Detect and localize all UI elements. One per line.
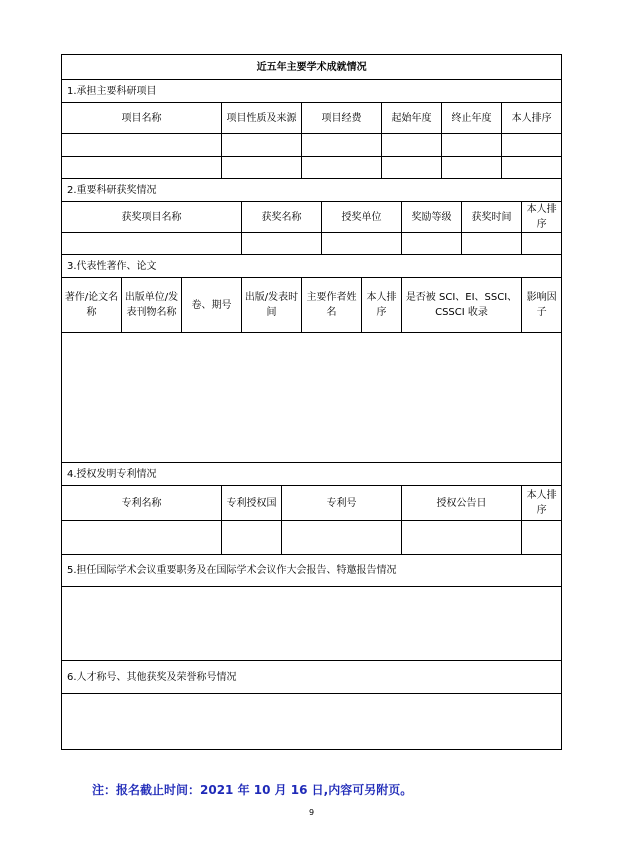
col-award-name: 获奖名称 — [242, 202, 322, 233]
col-patent-number: 专利号 — [282, 486, 402, 521]
input-cell[interactable] — [442, 157, 502, 179]
input-area[interactable] — [62, 587, 562, 661]
col-index-status: 是否被 SCI、EI、SSCI、CSSCI 收录 — [402, 278, 522, 333]
input-cell[interactable] — [522, 521, 562, 555]
col-start-year: 起始年度 — [382, 103, 442, 134]
col-self-rank: 本人排序 — [522, 202, 562, 233]
col-self-rank: 本人排序 — [362, 278, 402, 333]
table-row — [62, 157, 562, 179]
col-pub-time: 出版/发表时间 — [242, 278, 302, 333]
col-award-org: 授奖单位 — [322, 202, 402, 233]
input-cell[interactable] — [222, 157, 302, 179]
input-area[interactable] — [62, 694, 562, 750]
input-cell[interactable] — [322, 233, 402, 255]
section-6-heading: 6.人才称号、其他获奖及荣誉称号情况 — [62, 661, 562, 694]
input-cell[interactable] — [402, 233, 462, 255]
col-end-year: 终止年度 — [442, 103, 502, 134]
section-3-header-row — [62, 278, 562, 333]
input-cell[interactable] — [222, 134, 302, 157]
section-2-heading: 2.重要科研获奖情况 — [62, 179, 562, 202]
input-cell[interactable] — [522, 233, 562, 255]
section-3-heading: 3.代表性著作、论文 — [62, 255, 562, 278]
col-award-time: 获奖时间 — [462, 202, 522, 233]
form-title: 近五年主要学术成就情况 — [62, 55, 562, 80]
form-sheet — [61, 54, 561, 750]
section-3-entry-area — [62, 333, 562, 463]
page-number: 9 — [308, 808, 315, 817]
col-award-level: 奖励等级 — [402, 202, 462, 233]
input-cell[interactable] — [442, 134, 502, 157]
achievement-table — [61, 54, 562, 750]
section-5-heading: 5.担任国际学术会议重要职务及在国际学术会议作大会报告、特邀报告情况 — [62, 555, 562, 587]
input-cell[interactable] — [62, 521, 222, 555]
input-cell[interactable] — [62, 134, 222, 157]
input-cell[interactable] — [382, 157, 442, 179]
col-self-rank: 本人排序 — [502, 103, 562, 134]
col-project-name: 项目名称 — [62, 103, 222, 134]
col-award-project: 获奖项目名称 — [62, 202, 242, 233]
input-cell[interactable] — [282, 521, 402, 555]
col-patent-name: 专利名称 — [62, 486, 222, 521]
input-cell[interactable] — [242, 233, 322, 255]
section-4-heading: 4.授权发明专利情况 — [62, 463, 562, 486]
input-cell[interactable] — [402, 521, 522, 555]
col-project-funding: 项目经费 — [302, 103, 382, 134]
input-cell[interactable] — [62, 157, 222, 179]
table-row — [62, 521, 562, 555]
input-cell[interactable] — [382, 134, 442, 157]
input-cell[interactable] — [502, 157, 562, 179]
col-main-authors: 主要作者姓名 — [302, 278, 362, 333]
col-volume: 卷、期号 — [182, 278, 242, 333]
table-row — [62, 233, 562, 255]
table-row — [62, 134, 562, 157]
section-6-entry-area — [62, 694, 562, 750]
deadline-note: 注：报名截止时间：2021 年 10 月 16 日,内容可另附页。 — [92, 783, 413, 797]
input-area[interactable] — [62, 333, 562, 463]
col-impact-factor: 影响因子 — [522, 278, 562, 333]
section-1-heading: 1.承担主要科研项目 — [62, 80, 562, 103]
section-1-header-row — [62, 103, 562, 134]
input-cell[interactable] — [462, 233, 522, 255]
section-4-header-row — [62, 486, 562, 521]
col-self-rank: 本人排序 — [522, 486, 562, 521]
col-patent-country: 专利授权国 — [222, 486, 282, 521]
section-5-entry-area — [62, 587, 562, 661]
input-cell[interactable] — [222, 521, 282, 555]
input-cell[interactable] — [302, 157, 382, 179]
section-2-header-row — [62, 202, 562, 233]
input-cell[interactable] — [502, 134, 562, 157]
input-cell[interactable] — [62, 233, 242, 255]
col-publisher: 出版单位/发表刊物名称 — [122, 278, 182, 333]
col-project-nature: 项目性质及来源 — [222, 103, 302, 134]
input-cell[interactable] — [302, 134, 382, 157]
col-work-title: 著作/论文名称 — [62, 278, 122, 333]
col-grant-date: 授权公告日 — [402, 486, 522, 521]
